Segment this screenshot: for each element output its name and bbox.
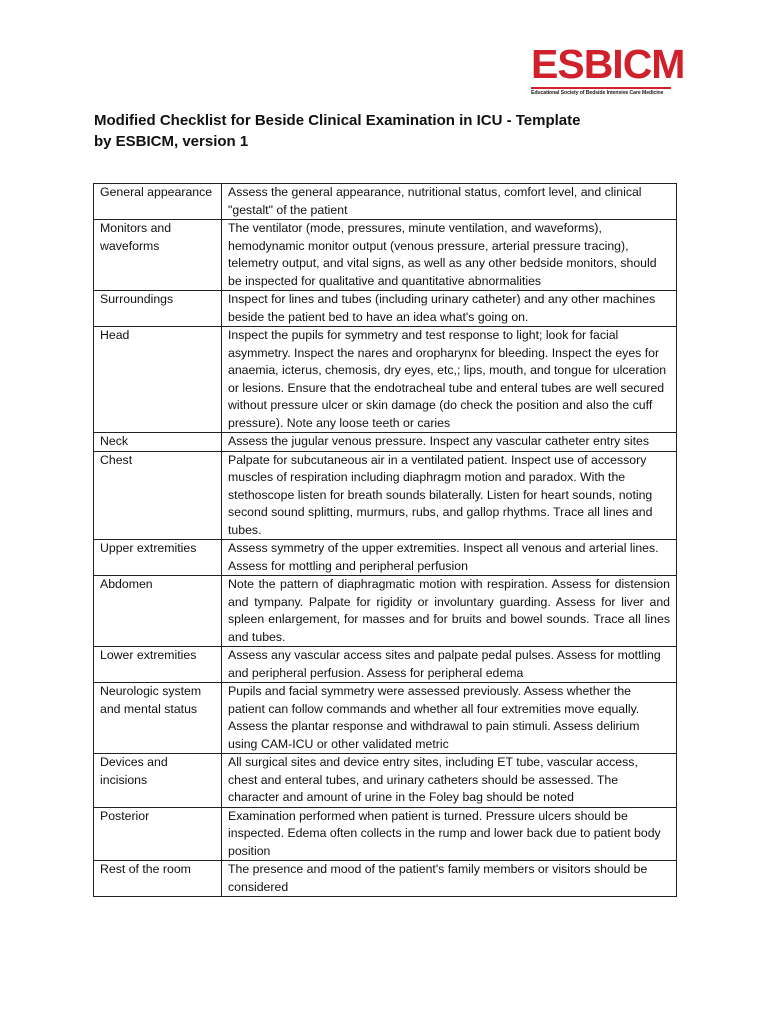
row-text: The ventilator (mode, pressures, minute ventilation, and waveforms), hemodynamic monitor output (venous pressure, arterial pressure tracing), telemetry output, and vital signs, as well as any other bedside monitors, should be inspected for qualitative and quantitative abnormalities [222, 220, 677, 291]
row-label: Neurologic system and mental status [94, 683, 222, 754]
row-label: Head [94, 327, 222, 433]
row-text: Note the pattern of diaphragmatic motion with respiration. Assess for distension and tympany. Palpate for rigidity or involuntary guarding. Assess for liver and spleen enlargement, for masses and for bruits and bowel sounds. Trace all lines and tubes. [222, 576, 677, 647]
table-row [94, 433, 677, 452]
row-label: Lower extremities [94, 647, 222, 683]
row-label: Upper extremities [94, 540, 222, 576]
row-text: Examination performed when patient is turned. Pressure ulcers should be inspected. Edema often collects in the rump and lower back due to patient body position [222, 807, 677, 861]
table-row [94, 754, 677, 808]
row-text: Inspect for lines and tubes (including urinary catheter) and any other machines beside the patient bed to have an idea what's going on. [222, 291, 677, 327]
row-label: General appearance [94, 184, 222, 220]
logo-wordmark: ESBICM [531, 41, 685, 87]
row-label: Devices and incisions [94, 754, 222, 808]
checklist-table [93, 183, 677, 897]
row-text: All surgical sites and device entry sites, including ET tube, vascular access, chest and enteral tubes, and urinary catheters should be assessed. The character and amount of urine in the Foley bag should be noted [222, 754, 677, 808]
row-label: Surroundings [94, 291, 222, 327]
row-text: The presence and mood of the patient's family members or visitors should be considered [222, 861, 677, 897]
logo-rule [531, 87, 671, 89]
title-line-1: Modified Checklist for Beside Clinical Examination in ICU - Template [94, 112, 581, 129]
row-label: Rest of the room [94, 861, 222, 897]
row-text: Inspect the pupils for symmetry and test response to light; look for facial asymmetry. Inspect the nares and oropharynx for bleeding. Inspect the eyes for anaemia, icterus, chemosis, dry eyes, etc,; lips, mouth, and tongue for ulceration or lesions. Ensure that the endotracheal tube and enteral tubes are well secured without pressure ulcer or skin damage (do check the position and also the cuff pressure). Note any loose teeth or caries [222, 327, 677, 433]
esbicm-logo [531, 41, 685, 96]
row-label: Chest [94, 451, 222, 540]
row-text: Assess any vascular access sites and palpate pedal pulses. Assess for mottling and peripheral perfusion. Assess for peripheral edema [222, 647, 677, 683]
row-label: Posterior [94, 807, 222, 861]
logo-subtitle: Educational Society of Bedside Intensive Care Medicine [531, 90, 664, 96]
table-row [94, 451, 677, 540]
row-label: Abdomen [94, 576, 222, 647]
table-row [94, 861, 677, 897]
table-row [94, 220, 677, 291]
table-row [94, 540, 677, 576]
row-text: Pupils and facial symmetry were assessed previously. Assess whether the patient can follow commands and whether all four extremities move equally. Assess the plantar response and withdrawal to pain stimuli. Assess delirium using CAM-ICU or other validated metric [222, 683, 677, 754]
row-label: Monitors and waveforms [94, 220, 222, 291]
table-row [94, 683, 677, 754]
row-text: Assess the general appearance, nutritional status, comfort level, and clinical "gestalt" of the patient [222, 184, 677, 220]
table-row [94, 327, 677, 433]
row-text: Assess symmetry of the upper extremities. Inspect all venous and arterial lines. Assess for mottling and peripheral perfusion [222, 540, 677, 576]
row-text: Assess the jugular venous pressure. Inspect any vascular catheter entry sites [222, 433, 677, 452]
row-text: Palpate for subcutaneous air in a ventilated patient. Inspect use of accessory muscles of respiration including diaphragm motion and paradox. With the stethoscope listen for breath sounds bilaterally. Listen for heart sounds, noting second sound splitting, murmurs, rubs, and gallop rhythms. Trace all lines and tubes. [222, 451, 677, 540]
table-row [94, 576, 677, 647]
document-title [94, 110, 580, 152]
table-row [94, 807, 677, 861]
table-row [94, 647, 677, 683]
title-line-2: by ESBICM, version 1 [94, 133, 249, 150]
row-label: Neck [94, 433, 222, 452]
table-row [94, 291, 677, 327]
table-row [94, 184, 677, 220]
